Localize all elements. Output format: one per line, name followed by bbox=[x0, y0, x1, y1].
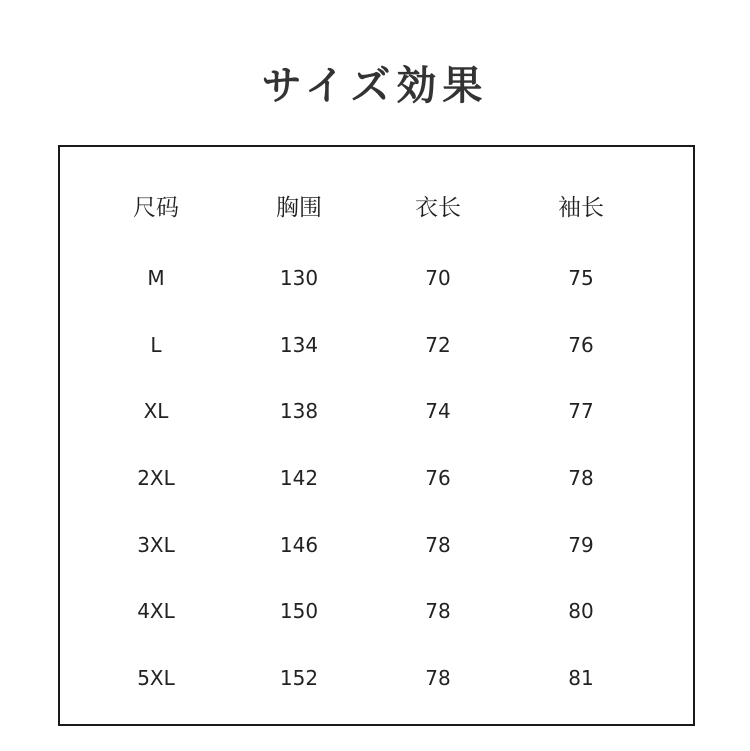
table-row bbox=[60, 658, 693, 698]
cell-length: 72 bbox=[425, 333, 451, 357]
cell-sleeve: 79 bbox=[568, 533, 594, 557]
header-sleeve: 袖长 bbox=[558, 195, 604, 221]
cell-length: 78 bbox=[425, 533, 451, 557]
page-title: サイズ効果 bbox=[261, 63, 489, 109]
cell-sleeve: 75 bbox=[568, 266, 594, 290]
cell-chest: 142 bbox=[279, 466, 319, 490]
cell-size: 5XL bbox=[137, 666, 175, 690]
cell-size: 3XL bbox=[137, 533, 175, 557]
cell-length: 78 bbox=[425, 666, 451, 690]
cell-size: 4XL bbox=[137, 599, 175, 623]
cell-size: XL bbox=[143, 399, 169, 423]
cell-sleeve: 77 bbox=[568, 399, 594, 423]
cell-chest: 150 bbox=[279, 599, 319, 623]
cell-length: 74 bbox=[425, 399, 451, 423]
cell-sleeve: 78 bbox=[568, 466, 594, 490]
cell-chest: 152 bbox=[279, 666, 319, 690]
cell-chest: 146 bbox=[279, 533, 319, 557]
table-row bbox=[60, 458, 693, 498]
cell-length: 70 bbox=[425, 266, 451, 290]
cell-sleeve: 81 bbox=[568, 666, 594, 690]
cell-chest: 138 bbox=[279, 399, 319, 423]
cell-sleeve: 80 bbox=[568, 599, 594, 623]
cell-length: 78 bbox=[425, 599, 451, 623]
cell-size: M bbox=[147, 266, 165, 290]
header-chest: 胸围 bbox=[276, 195, 322, 221]
cell-chest: 130 bbox=[279, 266, 319, 290]
header-length: 衣长 bbox=[415, 195, 461, 221]
table-row bbox=[60, 258, 693, 298]
size-table bbox=[58, 145, 695, 726]
table-header-row bbox=[60, 188, 693, 228]
table-row bbox=[60, 591, 693, 631]
cell-length: 76 bbox=[425, 466, 451, 490]
cell-sleeve: 76 bbox=[568, 333, 594, 357]
header-size: 尺码 bbox=[133, 195, 179, 221]
cell-size: L bbox=[150, 333, 162, 357]
cell-size: 2XL bbox=[137, 466, 175, 490]
cell-chest: 134 bbox=[279, 333, 319, 357]
table-row bbox=[60, 325, 693, 365]
table-row bbox=[60, 525, 693, 565]
table-row bbox=[60, 391, 693, 431]
